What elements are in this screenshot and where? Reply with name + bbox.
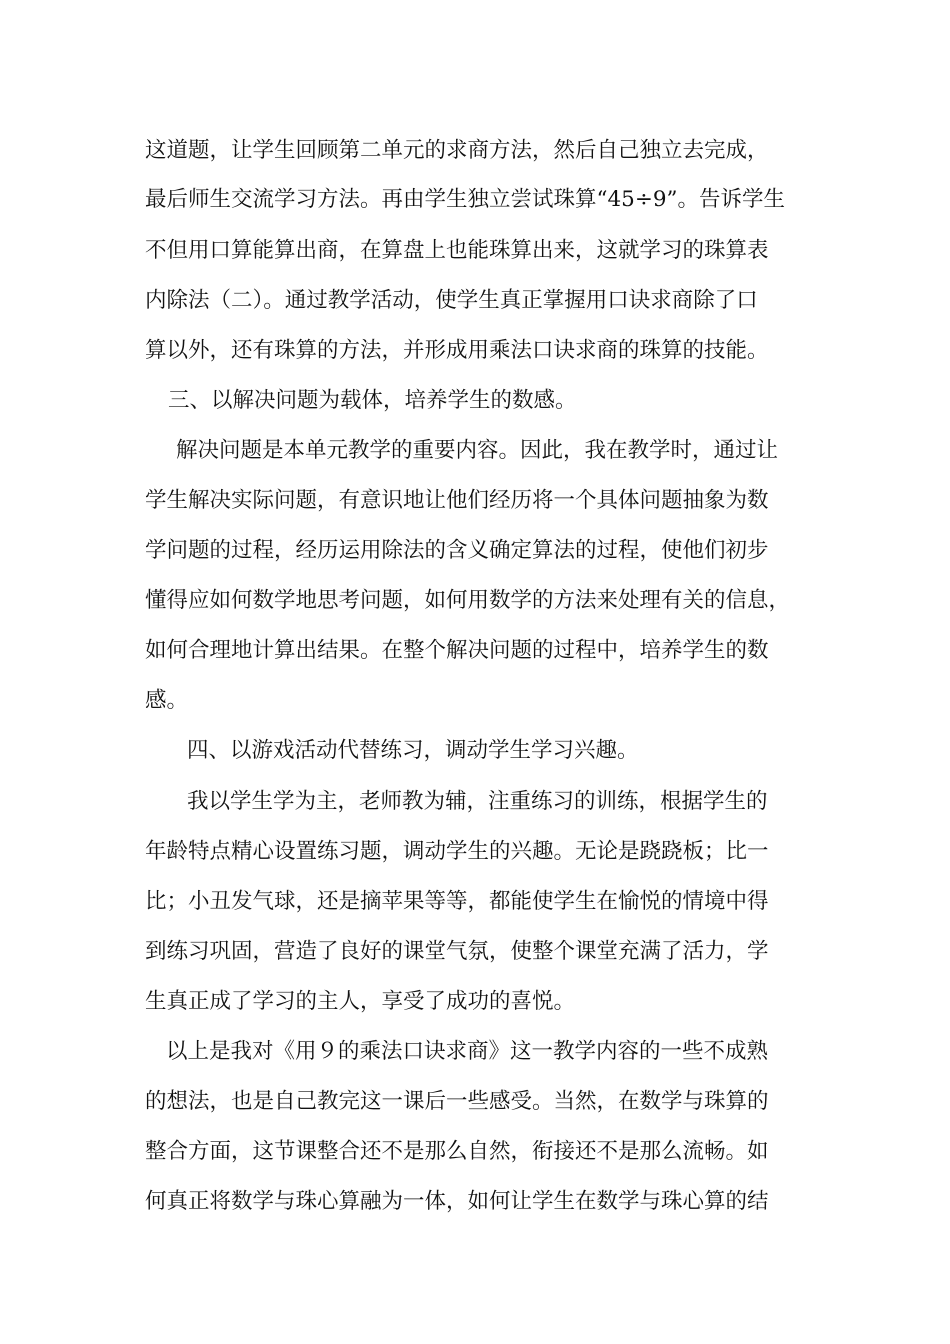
- text-line: 算以外，还有珠算的方法，并形成用乘法口诀求商的珠算的技能。: [145, 338, 769, 363]
- text-line: 以上是我对《用９的乘法口诀求商》这一教学内容的一些不成熟: [166, 1039, 769, 1064]
- text-line: 如何合理地计算出结果。在整个解决问题的过程中，培养学生的数: [145, 638, 769, 663]
- text-line: 到练习巩固，营造了良好的课堂气氛，使整个课堂充满了活力，学: [145, 939, 769, 964]
- text-line: 何真正将数学与珠心算融为一体，如何让学生在数学与珠心算的结: [145, 1189, 769, 1214]
- text-line: 整合方面，这节课整合还不是那么自然，衔接还不是那么流畅。如: [145, 1139, 769, 1164]
- text-line: 年龄特点精心设置练习题，调动学生的兴趣。无论是跷跷板；比一: [145, 839, 769, 864]
- text-line: 不但用口算能算出商，在算盘上也能珠算出来，这就学习的珠算表: [145, 238, 769, 263]
- text-line: 感。: [145, 688, 189, 713]
- text-line: 这道题，让学生回顾第二单元的求商方法，然后自己独立去完成，: [145, 138, 769, 163]
- text-line: 我以学生学为主，老师教为辅，注重练习的训练，根据学生的: [187, 789, 768, 814]
- text-line: 解决问题是本单元教学的重要内容。因此，我在教学时，通过让: [176, 438, 779, 463]
- text-line: 的想法，也是自己教完这一课后一些感受。当然，在数学与珠算的: [145, 1089, 769, 1114]
- text-line: 生真正成了学习的主人，享受了成功的喜悦。: [145, 989, 576, 1014]
- text-line: 比；小丑发气球，还是摘苹果等等，都能使学生在愉悦的情境中得: [145, 889, 769, 914]
- section-heading: 三、以解决问题为载体，培养学生的数感。: [168, 388, 577, 413]
- text-line: 懂得应如何数学地思考问题，如何用数学的方法来处理有关的信息，: [145, 588, 791, 613]
- text-line: 最后师生交流学习方法。再由学生独立尝试珠算“45÷9”。告诉学生: [145, 187, 786, 212]
- text-line: 学问题的过程，经历运用除法的含义确定算法的过程，使他们初步: [145, 538, 769, 563]
- section-heading: 四、以游戏活动代替练习，调动学生学习兴趣。: [187, 738, 639, 763]
- text-line: 学生解决实际问题，有意识地让他们经历将一个具体问题抽象为数: [145, 488, 769, 513]
- text-line: 内除法（二）。通过教学活动，使学生真正掌握用口诀求商除了口: [145, 288, 758, 313]
